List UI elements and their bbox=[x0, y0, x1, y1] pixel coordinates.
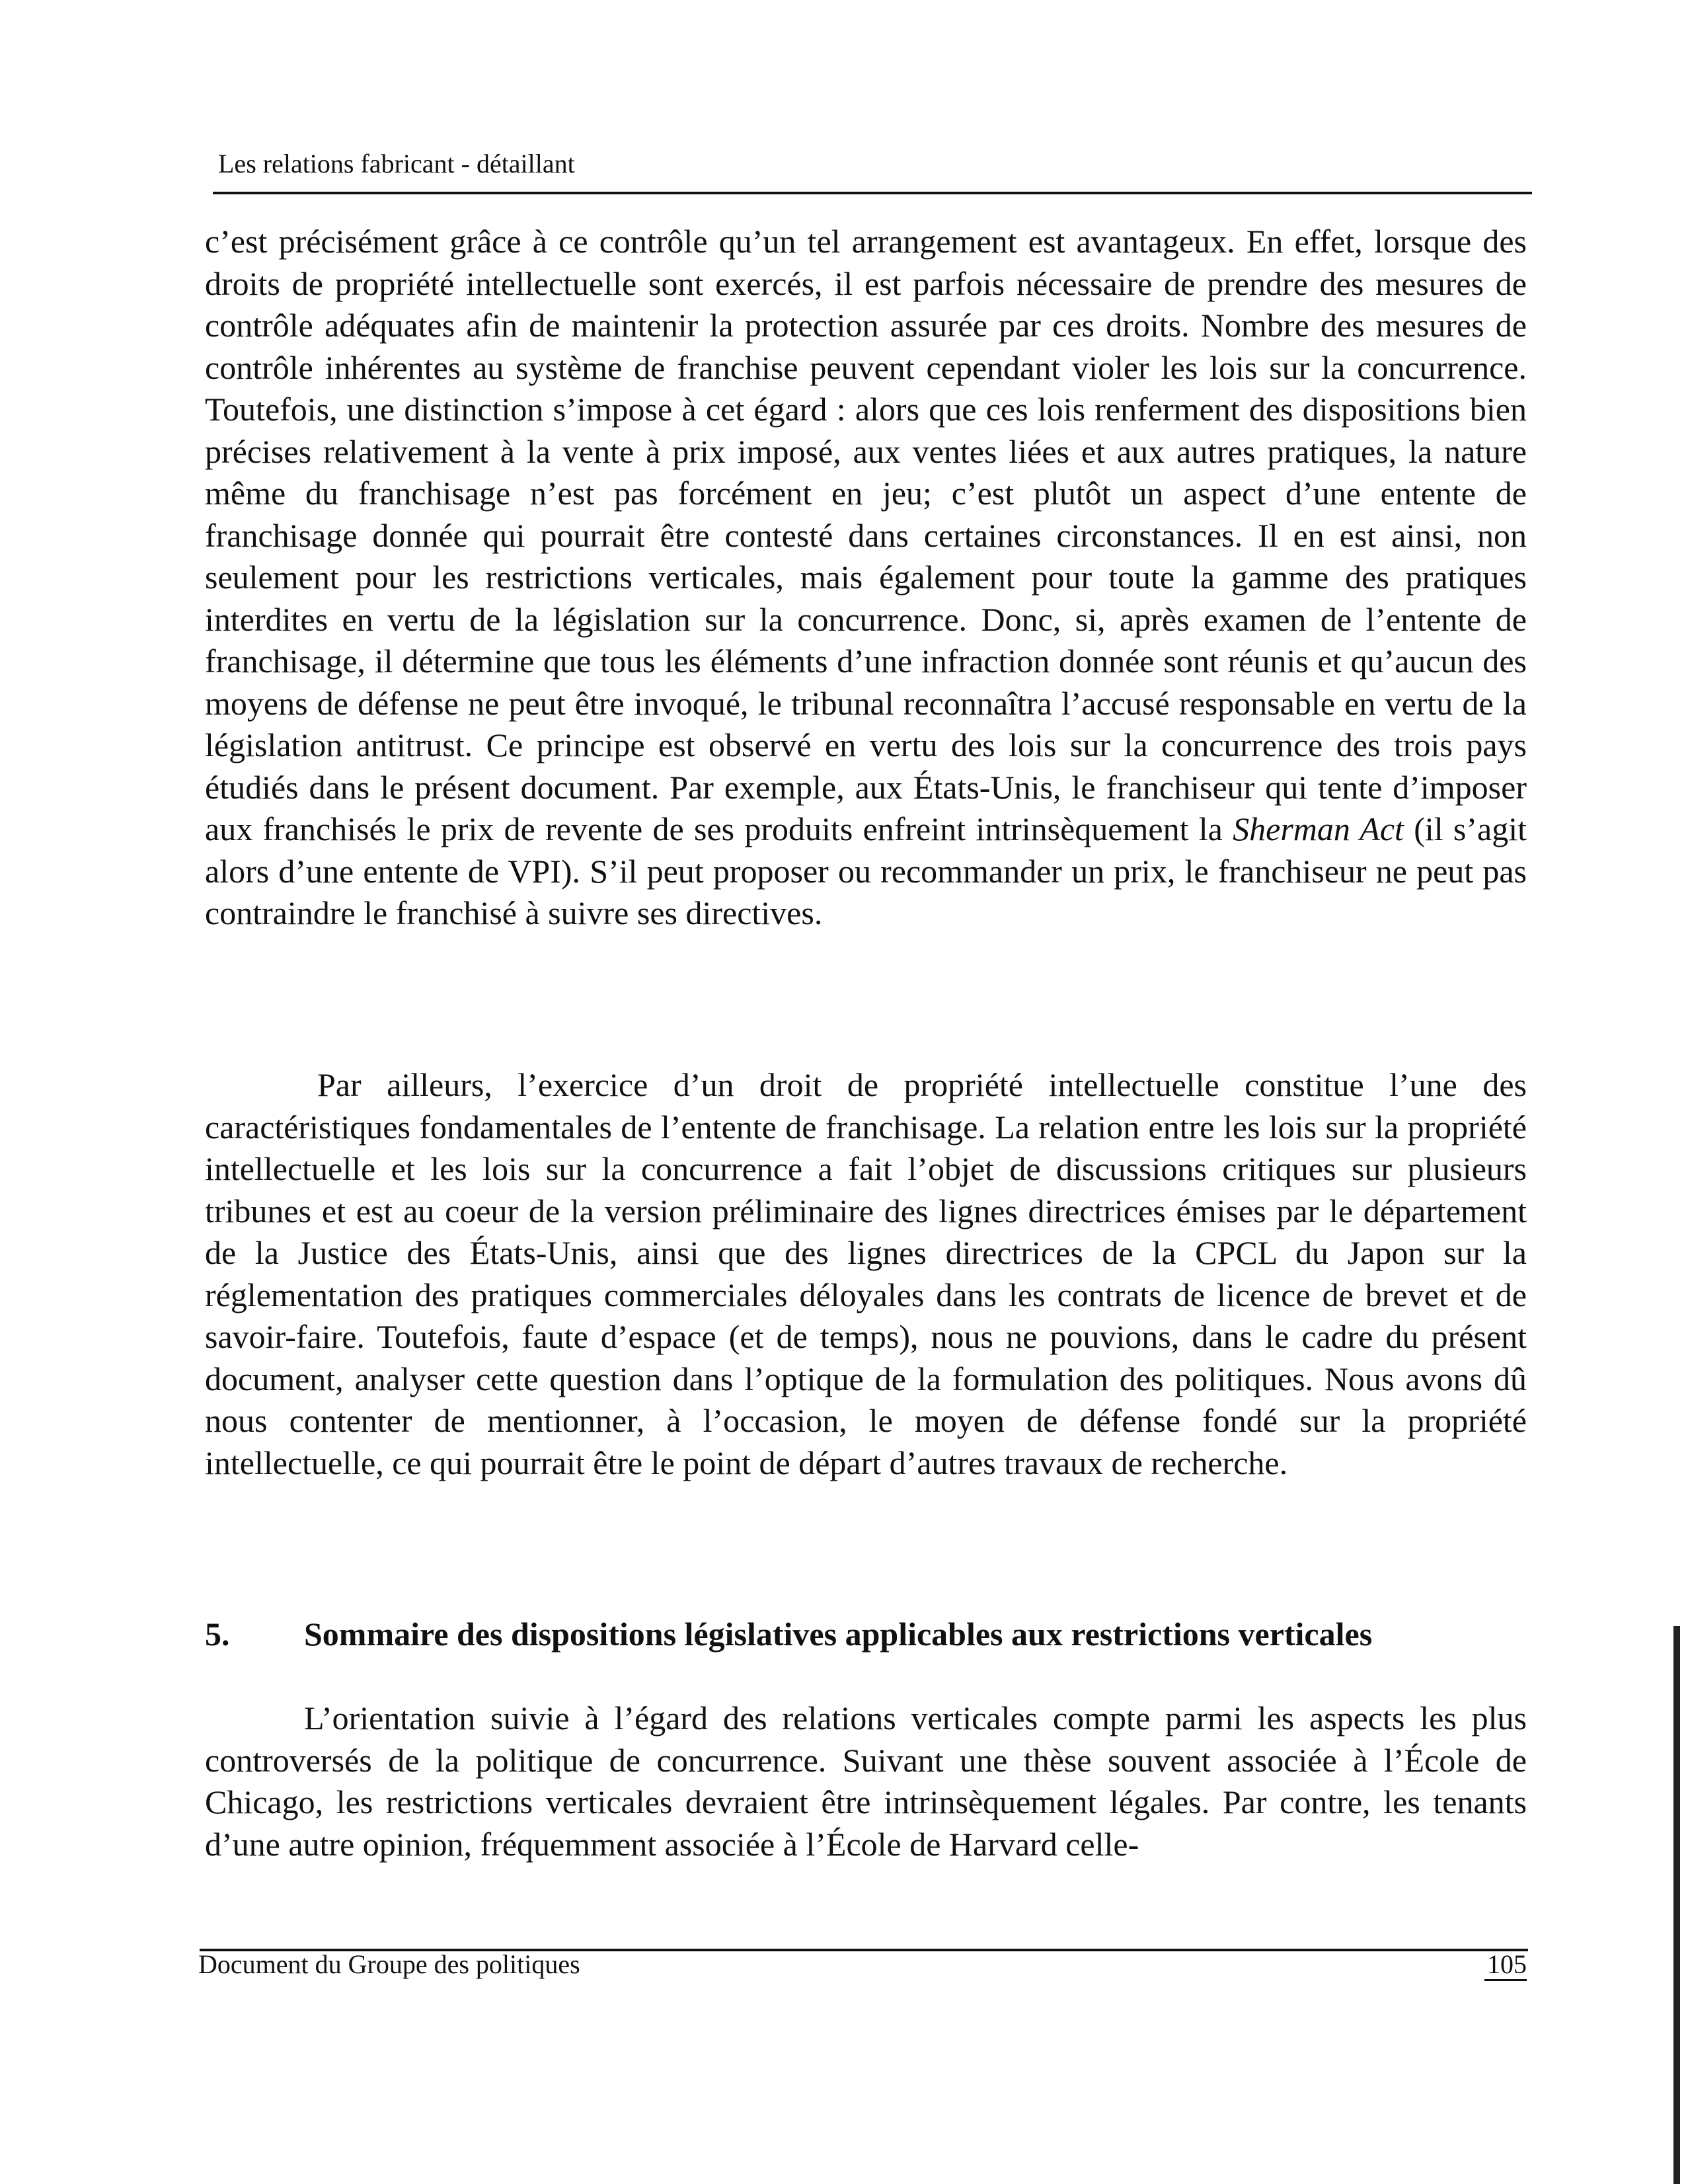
header-rule bbox=[213, 192, 1532, 194]
footer-document-label: Document du Groupe des politiques bbox=[198, 1949, 580, 1979]
running-header: Les relations fabricant - détaillant bbox=[218, 149, 575, 178]
body-paragraph-1 bbox=[205, 221, 1527, 935]
section-title: Sommaire des dispositions législatives applicables aux restrictions verticales bbox=[304, 1616, 1373, 1653]
section-number: 5. bbox=[205, 1616, 230, 1653]
section-heading bbox=[205, 1613, 1540, 1655]
sherman-act-title: Sherman Act bbox=[1233, 810, 1404, 847]
scan-edge-shadow bbox=[1673, 1626, 1680, 2184]
body-paragraph-3: L’orientation suivie à l’égard des relations verticales compte parmi les aspects les plus controversés de la politique de concurrence. Suivant une thèse souvent associée à l’École de Chicago, les restrictions verticales devraient être intrinsèquement légales. Par contre, les tenants d’une autre opinion, fréquemment associée à l’École de Harvard celle- bbox=[205, 1699, 1527, 1863]
paragraph-1-text-a: c’est précisément grâce à ce contrôle qu’un tel arrangement est avantageux. En effet, lorsque des droits de propriété intellectuelle sont exercés, il est parfois nécessaire de prendre des mesures de contrôle adéquates afin de maintenir la protection assurée par ces droits. Nombre des mesures de contrôle inhérentes au système de franchise peuvent cependant violer les lois sur la concurrence. Toutefois, une distinction s’impose à cet égard : alors que ces lois renferment des dispositions bien précises relativement à la vente à prix imposé, aux ventes liées et aux autres pratiques, la nature même du franchisage n’est pas forcément en jeu; c’est plutôt un aspect d’une entente de franchisage donnée qui pourrait être contesté dans certaines circonstances. Il en est ainsi, non seulement pour les restrictions verticales, mais également pour toute la gamme des pratiques interdites en vertu de la législation sur la concurrence. Donc, si, après examen de l’entente de franchisage, il détermine que tous les éléments d’une infraction donnée sont réunis et qu’aucun des moyens de défense ne peut être invoqué, le tribunal reconnaîtra l’accusé responsable en vertu de la législation antitrust. Ce principe est observé en vertu des lois sur la concurrence des trois pays étudiés dans le présent document. Par exemple, aux États-Unis, le franchiseur qui tente d’imposer aux franchisés le prix de revente de ses produits enfreint intrinsèquement la bbox=[205, 223, 1527, 847]
page-number-underline bbox=[1484, 1979, 1527, 1981]
page-number: 105 bbox=[1487, 1949, 1527, 1979]
body-paragraph-2: Par ailleurs, l’exercice d’un droit de propriété intellectuelle constitue l’une des caractéristiques fondamentales de l’entente de franchisage. La relation entre les lois sur la propriété intellectuelle et les lois sur la concurrence a fait l’objet de discussions critiques sur plusieurs tribunes et est au coeur de la version préliminaire des lignes directrices émises par le département de la Justice des États-Unis, ainsi que des lignes directrices de la CPCL du Japon sur la réglementation des pratiques commerciales déloyales dans les contrats de licence de brevet et de savoir-faire. Toutefois, faute d’espace (et de temps), nous ne pouvions, dans le cadre du présent document, analyser cette question dans l’optique de la formulation des politiques. Nous avons dû nous contenter de mentionner, à l’occasion, le moyen de défense fondé sur la propriété intellectuelle, ce qui pourrait être le point de départ d’autres travaux de recherche. bbox=[205, 1066, 1527, 1481]
paragraph-1-text-b: (il s’agit alors d’une entente de VPI). S’il peut proposer ou recommander un prix, le franchiseur ne peut pas contraindre le franchisé à suivre ses directives. bbox=[205, 810, 1527, 931]
